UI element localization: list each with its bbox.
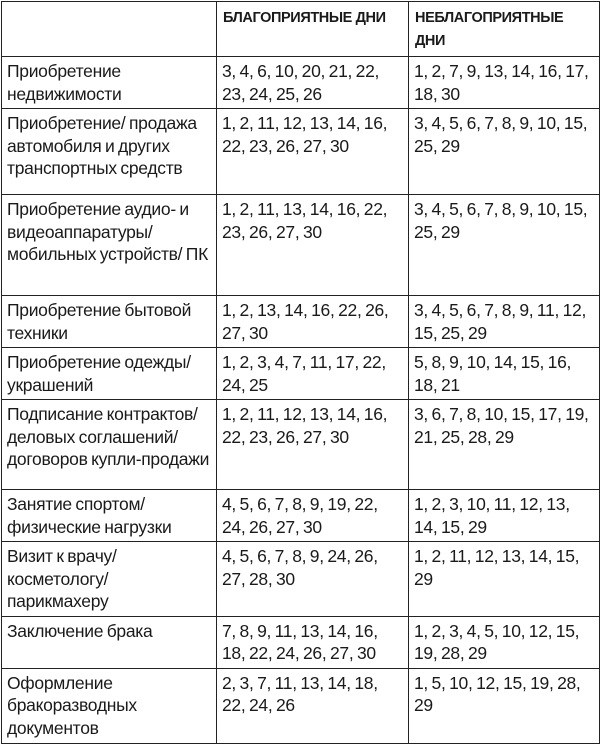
unfavorable-cell: 3, 4, 5, 6, 7, 8, 9, 11, 12, 15, 25, 29 — [409, 296, 600, 348]
activity-cell: Визит к врачу/ косметологу/ парикмахеру — [2, 542, 217, 617]
header-unfavorable-days: НЕБЛАГОПРИЯТНЫЕ ДНИ — [409, 2, 600, 57]
table-row — [2, 542, 600, 617]
activity-cell: Занятие спортом/ физические нагрузки — [2, 490, 217, 542]
unfavorable-cell: 1, 2, 11, 12, 13, 14, 15, 29 — [409, 542, 600, 617]
favorable-cell: 1, 2, 11, 12, 13, 14, 16, 22, 23, 26, 27, 30 — [217, 400, 409, 490]
unfavorable-cell: 5, 8, 9, 10, 14, 15, 16, 18, 21 — [409, 348, 600, 400]
activity-cell: Приобретение недвижимости — [2, 57, 217, 109]
unfavorable-cell: 3, 4, 5, 6, 7, 8, 9, 10, 15, 25, 29 — [409, 109, 600, 195]
header-favorable-days: БЛАГОПРИЯТНЫЕ ДНИ — [217, 2, 409, 57]
table-row — [2, 57, 600, 109]
favorable-cell: 4, 5, 6, 7, 8, 9, 24, 26, 27, 28, 30 — [217, 542, 409, 617]
unfavorable-cell: 3, 6, 7, 8, 10, 15, 17, 19, 21, 25, 28, 29 — [409, 400, 600, 490]
activity-cell: Приобретение одежды/украшений — [2, 348, 217, 400]
unfavorable-cell: 3, 4, 5, 6, 7, 8, 9, 10, 15, 25, 29 — [409, 195, 600, 296]
favorable-cell: 1, 2, 13, 14, 16, 22, 26, 27, 30 — [217, 296, 409, 348]
table-row — [2, 616, 600, 668]
favorable-cell: 4, 5, 6, 7, 8, 9, 19, 22, 24, 26, 27, 30 — [217, 490, 409, 542]
favorable-cell: 1, 2, 3, 4, 7, 11, 17, 22, 24, 25 — [217, 348, 409, 400]
unfavorable-cell: 1, 2, 3, 10, 11, 12, 13, 14, 15, 29 — [409, 490, 600, 542]
table-row — [2, 109, 600, 195]
activity-cell: Заключение брака — [2, 616, 217, 668]
activity-cell: Приобретение бытовой техники — [2, 296, 217, 348]
activity-cell: Подписание контрактов/деловых соглашений/договоров купли-продажи — [2, 400, 217, 490]
table-row — [2, 400, 600, 490]
activity-cell: Приобретение аудио- и видеоаппаратуры/ мобильных устройств/ ПК — [2, 195, 217, 296]
table-row — [2, 490, 600, 542]
favorable-cell: 7, 8, 9, 11, 13, 14, 16, 18, 22, 24, 26, 27, 30 — [217, 616, 409, 668]
table-row — [2, 296, 600, 348]
header-row — [2, 2, 600, 57]
table-row — [2, 348, 600, 400]
unfavorable-cell: 1, 5, 10, 12, 15, 19, 28, 29 — [409, 668, 600, 743]
favorable-cell: 3, 4, 6, 10, 20, 21, 22, 23, 24, 25, 26 — [217, 57, 409, 109]
header-activity — [2, 2, 217, 57]
table-row — [2, 668, 600, 743]
favorable-cell: 1, 2, 11, 12, 13, 14, 16, 22, 23, 26, 27, 30 — [217, 109, 409, 195]
favorable-cell: 2, 3, 7, 11, 13, 14, 18, 22, 24, 26 — [217, 668, 409, 743]
table-row — [2, 195, 600, 296]
unfavorable-cell: 1, 2, 3, 4, 5, 10, 12, 15, 19, 28, 29 — [409, 616, 600, 668]
unfavorable-cell: 1, 2, 7, 9, 13, 14, 16, 17, 18, 30 — [409, 57, 600, 109]
activity-cell: Приобретение/ продажа автомобиля и других транспортных средств — [2, 109, 217, 195]
favorable-cell: 1, 2, 11, 13, 14, 16, 22, 23, 26, 27, 30 — [217, 195, 409, 296]
favorable-days-table — [1, 1, 600, 744]
activity-cell: Оформление бракоразводных документов — [2, 668, 217, 743]
